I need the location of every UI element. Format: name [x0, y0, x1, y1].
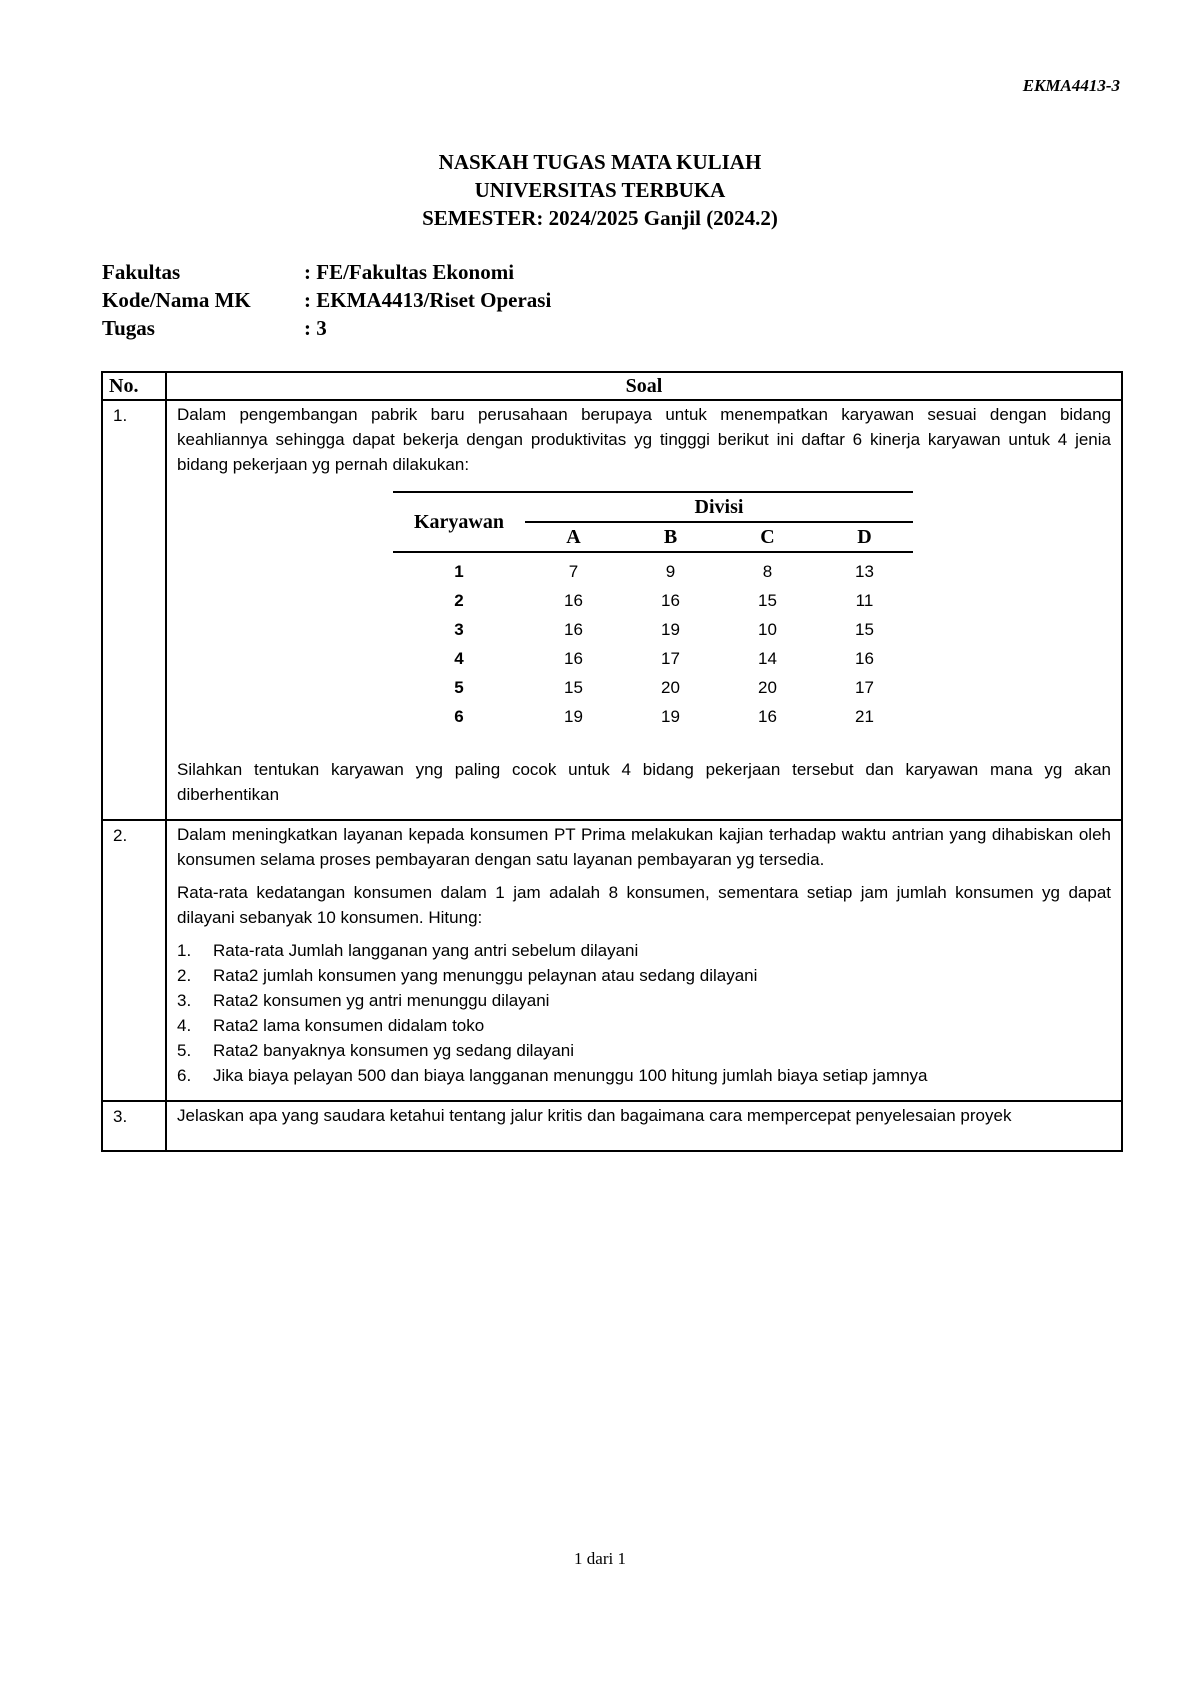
column-header-c: C [719, 522, 816, 552]
cell-value: 17 [661, 649, 680, 668]
column-header-b: B [622, 522, 719, 552]
cell-value: 9 [665, 562, 676, 581]
cell-value: 8 [762, 562, 773, 581]
meta-value: : EKMA4413/Riset Operasi [304, 288, 552, 312]
question-body [166, 820, 1122, 1101]
meta-value: : 3 [304, 316, 327, 340]
column-header-a: A [525, 522, 622, 552]
cell-value: 16 [758, 707, 777, 726]
list-item-number: 1. [177, 941, 192, 960]
list-item-text: Rata2 lama konsumen didalam toko [213, 1016, 485, 1035]
list-item-number: 6. [177, 1066, 192, 1085]
cell-value: 20 [661, 678, 680, 697]
header-semester: SEMESTER: 2024/2025 Ganjil (2024.2) [422, 206, 778, 230]
list-item [177, 988, 1111, 1013]
row-label: 2 [454, 591, 464, 610]
list-item [177, 1038, 1111, 1063]
cell-value: 17 [855, 678, 874, 697]
list-item-number: 2. [177, 966, 192, 985]
question-row-3 [102, 1101, 1122, 1151]
meta-row-faculty [102, 258, 551, 286]
questions-header-row [102, 372, 1122, 400]
question-row-2 [102, 820, 1122, 1101]
row-label: 5 [454, 678, 464, 697]
cell-value: 16 [855, 649, 874, 668]
question-2-para2: Rata-rata kedatangan konsumen dalam 1 jam adalah 8 konsumen, sementara setiap jam jumlah konsumen yg dapat dilayani sebanyak 10 konsumen. Hitung: [177, 883, 1111, 927]
cell-value: 13 [855, 562, 874, 581]
document-code: EKMA4413-3 [1022, 76, 1120, 95]
page-number: 1 dari 1 [574, 1549, 626, 1568]
question-3-text: Jelaskan apa yang saudara ketahui tentang jalur kritis dan bagaimana cara mempercepat penyelesaian proyek [177, 1106, 1012, 1125]
cell-value: 19 [661, 707, 680, 726]
question-1-intro: Dalam pengembangan pabrik baru perusahaan berupaya untuk menempatkan karyawan sesuai dengan bidang keahliannya sehingga dapat bekerja dengan produktivitas yg tingggi berikut ini daftar 6 kinerja karyawan untuk 4 jenia bidang pekerjaan yg pernah dilakukan: [177, 405, 1111, 474]
list-item-text: Rata2 konsumen yg antri menunggu dilayani [213, 991, 550, 1010]
cell-value: 16 [564, 649, 583, 668]
question-number: 2. [102, 820, 166, 1101]
meta-value: : FE/Fakultas Ekonomi [304, 260, 515, 284]
question-body [166, 1101, 1122, 1151]
table-row [393, 586, 913, 615]
question-body [166, 400, 1122, 820]
cell-value: 20 [758, 678, 777, 697]
cell-value: 16 [564, 591, 583, 610]
table-row [393, 702, 913, 731]
question-1-closing: Silahkan tentukan karyawan yng paling cocok untuk 4 bidang pekerjaan tersebut dan karyawan mana yg akan diberhentikan [177, 760, 1111, 804]
meta-row-course [102, 286, 551, 314]
question-2-para1: Dalam meningkatkan layanan kepada konsumen PT Prima melakukan kajian terhadap waktu antrian yang dihabiskan oleh konsumen selama proses pembayaran dengan satu layanan pembayaran yg tersedia. [177, 825, 1111, 869]
list-item-number: 4. [177, 1016, 192, 1035]
cell-value: 15 [855, 620, 874, 639]
cell-value: 14 [758, 649, 777, 668]
list-item-text: Rata2 banyaknya konsumen yg sedang dilayani [213, 1041, 575, 1060]
cell-value: 21 [855, 707, 874, 726]
cell-value: 19 [661, 620, 680, 639]
list-item [177, 1013, 1111, 1038]
list-item [177, 1063, 1111, 1088]
table-row [393, 673, 913, 702]
header-university: UNIVERSITAS TERBUKA [474, 178, 726, 202]
cell-value: 11 [855, 591, 874, 610]
cell-value: 16 [661, 591, 680, 610]
cell-value: 10 [758, 620, 777, 639]
document-header [0, 148, 1200, 232]
question-number: 3. [102, 1101, 166, 1151]
meta-row-assignment [102, 314, 551, 342]
row-label: 3 [454, 620, 464, 639]
column-header-no: No. [102, 372, 166, 400]
questions-table [101, 371, 1123, 1152]
header-title: NASKAH TUGAS MATA KULIAH [438, 150, 762, 174]
group-header-divisi: Divisi [525, 492, 913, 522]
row-label: 4 [454, 649, 464, 668]
question-2-list [177, 938, 1111, 1088]
list-item-text: Rata-rata Jumlah langganan yang antri sebelum dilayani [213, 941, 639, 960]
cell-value: 15 [564, 678, 583, 697]
performance-table [393, 491, 913, 731]
list-item-number: 3. [177, 991, 192, 1010]
meta-key: Kode/Nama MK [102, 288, 251, 312]
list-item-text: Jika biaya pelayan 500 dan biaya langganan menunggu 100 hitung jumlah biaya setiap jamnya [213, 1066, 928, 1085]
list-item-text: Rata2 jumlah konsumen yang menunggu pelaynan atau sedang dilayani [213, 966, 758, 985]
row-label: 1 [454, 562, 464, 581]
row-header-karyawan: Karyawan [393, 492, 525, 552]
cell-value: 19 [564, 707, 583, 726]
cell-value: 7 [568, 562, 579, 581]
list-item-number: 5. [177, 1041, 192, 1060]
cell-value: 15 [758, 591, 777, 610]
question-number: 1. [102, 400, 166, 820]
meta-key: Fakultas [102, 260, 181, 284]
table-row [393, 615, 913, 644]
course-info [102, 258, 551, 342]
column-header-d: D [816, 522, 913, 552]
column-header-soal: Soal [166, 372, 1122, 400]
cell-value: 16 [564, 620, 583, 639]
list-item [177, 963, 1111, 988]
question-row-1 [102, 400, 1122, 820]
table-row [393, 644, 913, 673]
list-item [177, 938, 1111, 963]
meta-key: Tugas [102, 316, 155, 340]
row-label: 6 [454, 707, 464, 726]
table-row [393, 552, 913, 586]
